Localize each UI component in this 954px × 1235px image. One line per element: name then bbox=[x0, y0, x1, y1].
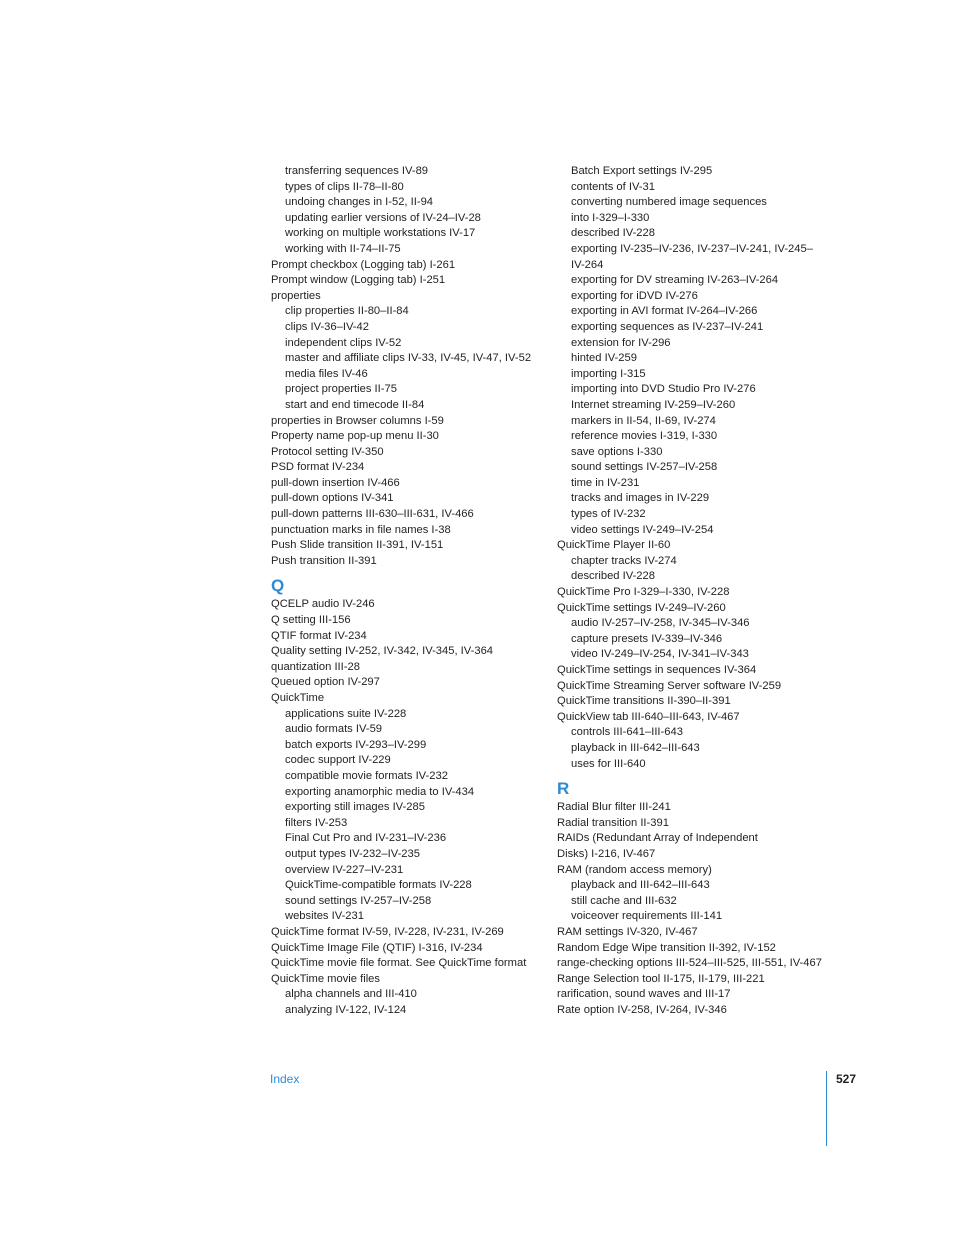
index-subentry: media files IV-46 bbox=[285, 367, 368, 380]
index-entry: RAIDs (Redundant Array of Independent bbox=[557, 832, 758, 845]
index-entry: QCELP audio IV-246 bbox=[271, 598, 375, 611]
index-subentry: video settings IV-249–IV-254 bbox=[571, 523, 714, 536]
index-subentry: chapter tracks IV-274 bbox=[571, 554, 677, 567]
index-subentry: working with II-74–II-75 bbox=[285, 242, 401, 255]
index-subentry: start and end timecode II-84 bbox=[285, 398, 425, 411]
section-letter-heading: Q bbox=[271, 576, 285, 596]
index-entry: Range Selection tool II-175, II-179, III-221 bbox=[557, 972, 765, 985]
index-entry: QuickTime Player II-60 bbox=[557, 539, 671, 552]
index-entry: pull-down insertion IV-466 bbox=[271, 476, 400, 489]
index-subentry: clips IV-36–IV-42 bbox=[285, 320, 369, 333]
index-subentry: audio formats IV-59 bbox=[285, 723, 383, 736]
index-subentry: into I-329–I-330 bbox=[571, 211, 650, 224]
index-entry: Property name pop-up menu II-30 bbox=[271, 430, 439, 443]
index-subentry: playback and III-642–III-643 bbox=[571, 879, 710, 892]
index-subentry: analyzing IV-122, IV-124 bbox=[285, 1003, 407, 1016]
index-subentry: extension for IV-296 bbox=[571, 336, 671, 349]
index-subentry: exporting anamorphic media to IV-434 bbox=[285, 785, 475, 798]
index-subentry: markers in II-54, II-69, IV-274 bbox=[571, 414, 716, 427]
index-subentry: types of clips II-78–II-80 bbox=[285, 180, 404, 193]
index-subentry: capture presets IV-339–IV-346 bbox=[571, 632, 723, 645]
index-entry: QuickTime settings in sequences IV-364 bbox=[557, 664, 757, 676]
index-entry: RAM (random access memory) bbox=[557, 863, 712, 876]
index-entry: rarification, sound waves and III-17 bbox=[557, 988, 731, 1001]
index-subentry: clip properties II-80–II-84 bbox=[285, 305, 409, 318]
index-subentry: Batch Export settings IV-295 bbox=[571, 165, 713, 177]
index-subentry: project properties II-75 bbox=[285, 383, 397, 396]
index-entry: QuickTime movie files bbox=[271, 972, 380, 985]
index-subentry: output types IV-232–IV-235 bbox=[285, 847, 420, 860]
index-entry: RAM settings IV-320, IV-467 bbox=[557, 925, 698, 938]
index-subentry: exporting IV-235–IV-236, IV-237–IV-241, IV-245– bbox=[571, 242, 813, 255]
index-subentry: applications suite IV-228 bbox=[285, 707, 407, 720]
index-entry: PSD format IV-234 bbox=[271, 461, 365, 474]
index-entry: Radial transition II-391 bbox=[557, 816, 669, 829]
index-subentry: exporting in AVI format IV-264–IV-266 bbox=[571, 305, 758, 318]
index-subentry: video IV-249–IV-254, IV-341–IV-343 bbox=[571, 648, 749, 661]
index-subentry: alpha channels and III-410 bbox=[285, 988, 417, 1001]
index-subentry: sound settings IV-257–IV-258 bbox=[571, 461, 718, 474]
index-subentry: hinted IV-259 bbox=[571, 352, 637, 365]
index-entry: Disks) I-216, IV-467 bbox=[557, 847, 656, 860]
index-subentry: importing I-315 bbox=[571, 367, 646, 380]
index-subentry: independent clips IV-52 bbox=[285, 336, 402, 349]
index-subentry: exporting for iDVD IV-276 bbox=[571, 289, 698, 302]
index-entry: QuickTime bbox=[271, 692, 325, 704]
index-subentry: Internet streaming IV-259–IV-260 bbox=[571, 398, 736, 411]
index-subentry: tracks and images in IV-229 bbox=[571, 492, 710, 505]
footer-divider bbox=[826, 1071, 827, 1146]
footer-section-label: Index bbox=[270, 1072, 300, 1086]
index-subentry: described IV-228 bbox=[571, 227, 655, 240]
index-subentry: updating earlier versions of IV-24–IV-28 bbox=[285, 211, 481, 224]
index-subentry: described IV-228 bbox=[571, 570, 655, 583]
index-subentry: undoing changes in I-52, II-94 bbox=[285, 196, 434, 209]
index-entry: QuickTime Pro I-329–I-330, IV-228 bbox=[557, 586, 730, 599]
index-entry: range-checking options III-524–III-525, III-551, IV-467 bbox=[557, 957, 822, 970]
index-entry: properties in Browser columns I-59 bbox=[271, 414, 444, 427]
index-entry: QuickTime movie file format. See QuickTime format bbox=[271, 957, 527, 970]
index-subentry: batch exports IV-293–IV-299 bbox=[285, 738, 427, 751]
index-entry: QTIF format IV-234 bbox=[271, 629, 367, 642]
index-subentry: exporting for DV streaming IV-263–IV-264 bbox=[571, 274, 779, 287]
index-subentry: reference movies I-319, I-330 bbox=[571, 430, 718, 443]
index-subentry: QuickTime-compatible formats IV-228 bbox=[285, 879, 472, 892]
index-subentry: uses for III-640 bbox=[571, 757, 646, 770]
index-subentry: compatible movie formats IV-232 bbox=[285, 769, 448, 782]
index-column-right bbox=[557, 164, 847, 1018]
index-subentry: still cache and III-632 bbox=[571, 894, 677, 907]
index-entry: Push Slide transition II-391, IV-151 bbox=[271, 539, 444, 552]
index-subentry: voiceover requirements III-141 bbox=[571, 910, 723, 923]
index-entry: pull-down options IV-341 bbox=[271, 492, 394, 505]
index-entry: QuickTime format IV-59, IV-228, IV-231, IV-269 bbox=[271, 925, 504, 938]
index-subentry: websites IV-231 bbox=[285, 910, 364, 923]
index-entry: punctuation marks in file names I-38 bbox=[271, 523, 451, 536]
index-subentry: exporting still images IV-285 bbox=[285, 801, 425, 814]
index-subentry: IV-264 bbox=[571, 258, 604, 271]
index-subentry: types of IV-232 bbox=[571, 508, 646, 521]
index-subentry: save options I-330 bbox=[571, 445, 663, 458]
index-entry: quantization III-28 bbox=[271, 660, 360, 673]
index-entry: QuickTime Streaming Server software IV-259 bbox=[557, 679, 782, 692]
index-entry: Prompt checkbox (Logging tab) I-261 bbox=[271, 258, 456, 271]
index-subentry: controls III-641–III-643 bbox=[571, 726, 683, 739]
index-entry: Quality setting IV-252, IV-342, IV-345, IV-364 bbox=[271, 645, 494, 658]
index-subentry: sound settings IV-257–IV-258 bbox=[285, 894, 432, 907]
index-subentry: exporting sequences as IV-237–IV-241 bbox=[571, 320, 764, 333]
index-subentry: importing into DVD Studio Pro IV-276 bbox=[571, 383, 756, 396]
index-entry: QuickTime Image File (QTIF) I-316, IV-234 bbox=[271, 941, 483, 954]
index-entry: Protocol setting IV-350 bbox=[271, 445, 384, 458]
index-entry: Prompt window (Logging tab) I-251 bbox=[271, 274, 446, 287]
index-subentry: contents of IV-31 bbox=[571, 180, 655, 193]
section-letter-heading: R bbox=[557, 779, 570, 799]
index-subentry: transferring sequences IV-89 bbox=[285, 165, 429, 177]
index-entry: Queued option IV-297 bbox=[271, 676, 380, 689]
index-entry: Rate option IV-258, IV-264, IV-346 bbox=[557, 1003, 727, 1016]
index-entry: Q setting III-156 bbox=[271, 614, 351, 627]
index-entry: Push transition II-391 bbox=[271, 554, 377, 567]
index-subentry: filters IV-253 bbox=[285, 816, 348, 829]
index-subentry: playback in III-642–III-643 bbox=[571, 741, 700, 754]
index-entry: pull-down patterns III-630–III-631, IV-466 bbox=[271, 508, 474, 521]
index-entry: properties bbox=[271, 289, 321, 302]
index-subentry: overview IV-227–IV-231 bbox=[285, 863, 404, 876]
index-subentry: working on multiple workstations IV-17 bbox=[285, 227, 476, 240]
page-number: 527 bbox=[836, 1072, 857, 1086]
index-subentry: converting numbered image sequences bbox=[571, 196, 767, 209]
index-entry: QuickTime transitions II-390–II-391 bbox=[557, 695, 731, 708]
index-entry: QuickView tab III-640–III-643, IV-467 bbox=[557, 710, 740, 723]
index-subentry: codec support IV-229 bbox=[285, 754, 391, 767]
index-entry: QuickTime settings IV-249–IV-260 bbox=[557, 601, 726, 614]
index-subentry: Final Cut Pro and IV-231–IV-236 bbox=[285, 832, 447, 845]
index-column-left bbox=[271, 164, 561, 1018]
index-entry: Radial Blur filter III-241 bbox=[557, 801, 671, 814]
index-entry: Random Edge Wipe transition II-392, IV-152 bbox=[557, 941, 776, 954]
index-subentry: master and affiliate clips IV-33, IV-45, IV-47, IV-52 bbox=[285, 352, 532, 365]
index-subentry: time in IV-231 bbox=[571, 476, 640, 489]
index-subentry: audio IV-257–IV-258, IV-345–IV-346 bbox=[571, 617, 750, 630]
